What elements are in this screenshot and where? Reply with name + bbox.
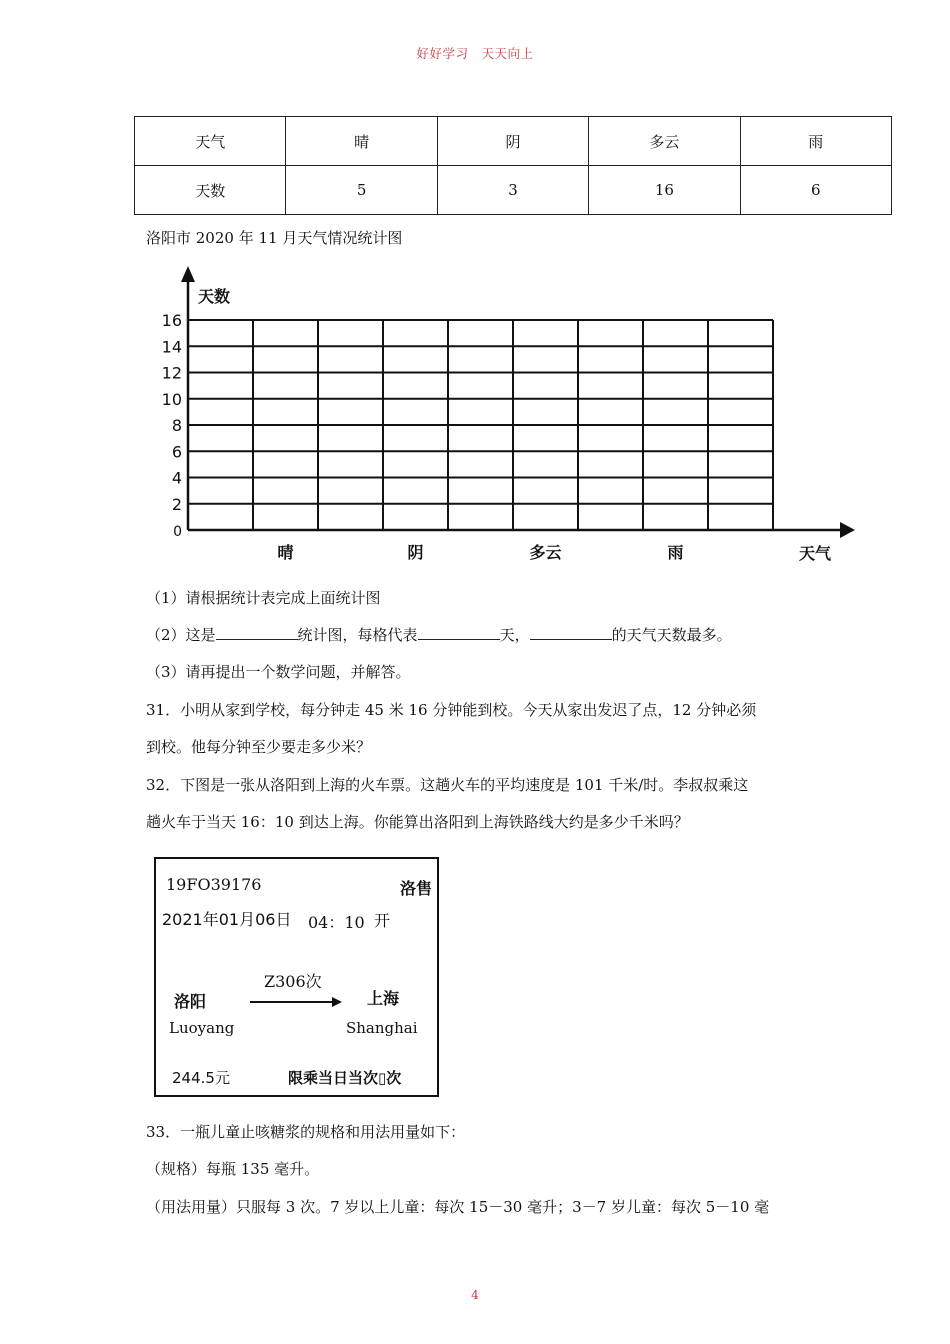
y-tick-label: 12 bbox=[161, 363, 182, 383]
answer-blank[interactable] bbox=[216, 625, 298, 640]
ticket-to-en: Shanghai bbox=[346, 1019, 418, 1037]
y-tick-label: 16 bbox=[161, 311, 182, 330]
y-tick-label: 6 bbox=[171, 442, 182, 462]
question-2-part: 的天气天数最多。 bbox=[611, 626, 732, 644]
page-header: 好好学习 天天向上 bbox=[416, 46, 534, 61]
table-row bbox=[135, 117, 892, 166]
ticket-office: 洛售 bbox=[400, 879, 433, 898]
ticket-time: 04：10 bbox=[308, 913, 365, 932]
question-3: （3）请再提出一个数学问题，并解答。 bbox=[146, 663, 411, 681]
answer-blank[interactable] bbox=[530, 625, 612, 640]
problem-31-line-2: 到校。他每分钟至少要走多少米？ bbox=[146, 738, 372, 756]
y-tick-label: 4 bbox=[171, 468, 182, 488]
y-tick-label: 8 bbox=[171, 416, 182, 435]
x-tick-label: 阴 bbox=[407, 543, 424, 562]
problem-33-line-1: 33．一瓶儿童止咳糖浆的规格和用法用量如下： bbox=[146, 1123, 466, 1141]
train-ticket bbox=[154, 857, 439, 1097]
weather-bar-chart bbox=[150, 262, 870, 572]
problem-32-line-2: 趟火车于当天 16：10 到达上海。你能算出洛阳到上海铁路线大约是多少千米吗？ bbox=[146, 813, 689, 831]
x-axis-arrow bbox=[840, 522, 855, 538]
problem-33-line-3: （用法用量）只服每 3 次。7 岁以上儿童：每次 15－30 毫升；3－7 岁儿童：每次 5－10 毫 bbox=[146, 1198, 770, 1216]
y-tick-label: 0 bbox=[173, 524, 182, 540]
table-cell: 天气 bbox=[135, 117, 286, 166]
table-cell: 晴 bbox=[286, 117, 437, 166]
chart-title: 洛阳市 2020 年 11 月天气情况统计图 bbox=[146, 229, 403, 247]
ticket-train-number: Z306次 bbox=[264, 972, 322, 991]
arrow-right-icon bbox=[248, 995, 344, 1009]
question-2-part: （2）这是 bbox=[146, 626, 216, 644]
table-cell: 雨 bbox=[740, 117, 891, 166]
x-tick-label: 雨 bbox=[667, 543, 684, 562]
x-axis-title: 天气 bbox=[798, 544, 832, 563]
y-axis-title: 天数 bbox=[198, 287, 231, 306]
question-2-part: 天， bbox=[499, 626, 530, 644]
table-cell: 3 bbox=[437, 166, 588, 215]
ticket-date: 2021年01月06日 bbox=[162, 910, 292, 929]
ticket-to: 上海 bbox=[367, 989, 400, 1008]
table-cell: 5 bbox=[286, 166, 437, 215]
y-tick-label: 2 bbox=[171, 494, 182, 514]
x-tick-label: 多云 bbox=[529, 543, 562, 562]
page-number: 4 bbox=[471, 1288, 479, 1302]
table-cell: 6 bbox=[740, 166, 891, 215]
weather-table bbox=[134, 116, 892, 215]
y-tick-label: 10 bbox=[161, 389, 182, 409]
question-1: （1）请根据统计表完成上面统计图 bbox=[146, 589, 381, 607]
ticket-code: 19FO39176 bbox=[166, 875, 262, 894]
table-cell: 阴 bbox=[437, 117, 588, 166]
answer-blank[interactable] bbox=[418, 625, 500, 640]
ticket-from: 洛阳 bbox=[174, 992, 207, 1011]
question-2-part: 统计图，每格代表 bbox=[297, 626, 418, 644]
table-cell: 天数 bbox=[135, 166, 286, 215]
table-cell: 16 bbox=[589, 166, 740, 215]
ticket-depart: 开 bbox=[374, 911, 391, 930]
ticket-note: 限乘当日当次▯次 bbox=[288, 1069, 402, 1087]
y-tick-label: 14 bbox=[161, 337, 182, 357]
problem-32-line-1: 32．下图是一张从洛阳到上海的火车票。这趟火车的平均速度是 101 千米/时。李叔叔乘这 bbox=[146, 776, 749, 794]
ticket-from-en: Luoyang bbox=[169, 1019, 235, 1037]
problem-31-line-1: 31．小明从家到学校，每分钟走 45 米 16 分钟能到校。今天从家出发迟了点，12 分钟必须 bbox=[146, 701, 757, 719]
question-2 bbox=[146, 625, 732, 645]
ticket-price: 244.5元 bbox=[172, 1069, 230, 1087]
table-cell: 多云 bbox=[589, 117, 740, 166]
x-tick-label: 晴 bbox=[277, 543, 294, 562]
problem-33-line-2: （规格）每瓶 135 毫升。 bbox=[146, 1160, 320, 1178]
y-axis-arrow bbox=[181, 266, 195, 282]
table-row bbox=[135, 166, 892, 215]
